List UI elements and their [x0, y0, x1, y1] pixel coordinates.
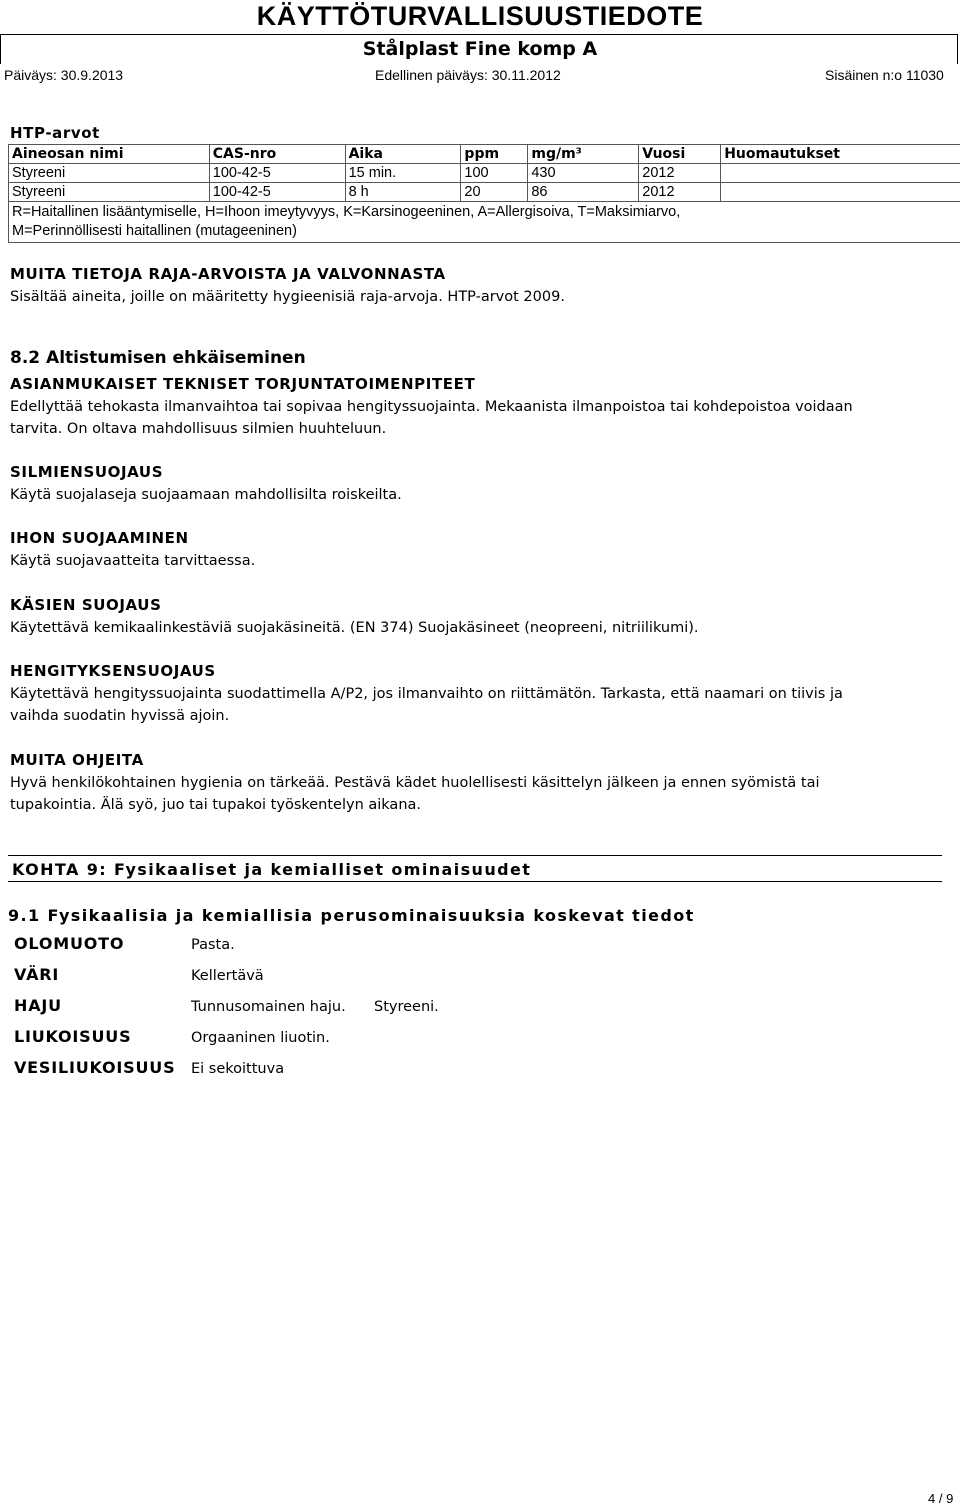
hand-protection-text: Käytettävä kemikaalinkestäviä suojakäsineitä. (EN 374) Suojakäsineet (neopreeni, nitriilikumi).: [10, 620, 699, 636]
col-header-year: Vuosi: [639, 145, 721, 164]
technical-measures-line1: Edellyttää tehokasta ilmanvaihtoa tai sopivaa hengityssuojainta. Mekaanista ilmanpoistoa tai kohdepoistoa voidaan: [10, 399, 853, 415]
product-name: Stålplast Fine komp A: [362, 38, 598, 60]
property-value-color: Kellertävä: [191, 968, 264, 984]
htp-legend-line2: M=Perinnöllisesti haitallinen (mutageeninen): [12, 223, 297, 239]
cell-remarks: [721, 164, 960, 183]
cell-remarks: [721, 183, 960, 202]
skin-protection-text: Käytä suojavaatteita tarvittaessa.: [10, 553, 256, 569]
cell-ppm: 100: [461, 164, 528, 183]
other-info-heading: MUITA TIETOJA RAJA-ARVOISTA JA VALVONNASTA: [10, 265, 446, 283]
respiratory-protection-heading: HENGITYKSENSUOJAUS: [10, 662, 216, 680]
document-title: KÄYTTÖTURVALLISUUSTIEDOTE: [256, 1, 704, 31]
header-rule: [0, 34, 958, 35]
other-instructions-line2: tupakointia. Älä syö, juo tai tupakoi työskentelyn aikana.: [10, 797, 422, 813]
respiratory-protection-line2: vaihda suodatin hyvissä ajoin.: [10, 708, 230, 724]
internal-number-value: 11030: [905, 67, 944, 83]
cell-year: 2012: [639, 164, 721, 183]
htp-heading: HTP-arvot: [10, 124, 100, 142]
table-row: [9, 183, 960, 202]
technical-measures-line2: tarvita. On oltava mahdollisuus silmien huuhteluun.: [10, 421, 387, 437]
property-label-odor: HAJU: [14, 996, 62, 1015]
col-header-ppm: ppm: [461, 145, 528, 164]
eye-protection-text: Käytä suojalaseja suojaamaan mahdollisilta roiskeilta.: [10, 487, 402, 503]
col-header-cas: CAS-nro: [209, 145, 345, 164]
property-value-odor: Tunnusomainen haju.: [191, 999, 346, 1015]
page-number: 4 / 9: [928, 1491, 954, 1506]
htp-legend: [9, 202, 960, 243]
other-info-text: Sisältää aineita, joille on määritetty hygieenisiä raja-arvoja. HTP-arvot 2009.: [10, 289, 565, 305]
issue-date: Päiväys: 30.9.2013: [4, 67, 124, 83]
property-extra-odor: Styreeni.: [374, 999, 439, 1015]
cell-time: 8 h: [345, 183, 461, 202]
cell-mgm3: 86: [528, 183, 639, 202]
htp-legend-line1: R=Haitallinen lisääntymiselle, H=Ihoon imeytyvyys, K=Karsinogeeninen, A=Allergisoiva, T=Maksimiarvo,: [12, 204, 681, 220]
property-value-solubility: Orgaaninen liuotin.: [191, 1030, 330, 1046]
skin-protection-heading: IHON SUOJAAMINEN: [10, 529, 189, 547]
cell-cas: 100-42-5: [209, 183, 345, 202]
hand-protection-heading: KÄSIEN SUOJAUS: [10, 596, 162, 614]
previous-issue-date: Edellinen päiväys: 30.11.2012: [375, 67, 561, 83]
property-label-color: VÄRI: [14, 965, 60, 984]
other-instructions-heading: MUITA OHJEITA: [10, 751, 144, 769]
section91-heading: 9.1 Fysikaalisia ja kemiallisia perusominaisuuksia koskevat tiedot: [8, 906, 695, 925]
col-header-remarks: Huomautukset: [721, 145, 960, 164]
cell-substance: Styreeni: [9, 183, 210, 202]
property-label-solubility: LIUKOISUUS: [14, 1027, 132, 1046]
section9-rule-top: [8, 855, 942, 856]
htp-table: [8, 144, 960, 243]
other-instructions-line1: Hyvä henkilökohtainen hygienia on tärkeää. Pestävä kädet huolellisesti käsittelyn jälkeen ja ennen syömistä tai: [10, 775, 820, 791]
htp-header-row: [9, 145, 960, 164]
cell-time: 15 min.: [345, 164, 461, 183]
property-value-water-solubility: Ei sekoittuva: [191, 1061, 285, 1077]
cell-ppm: 20: [461, 183, 528, 202]
table-row: [9, 164, 960, 183]
technical-measures-heading: ASIANMUKAISET TEKNISET TORJUNTATOIMENPITEET: [10, 375, 476, 393]
internal-number-label: Sisäinen n:o: [825, 67, 903, 83]
col-header-mgm3: mg/m³: [528, 145, 639, 164]
section9-heading: KOHTA 9: Fysikaaliset ja kemialliset ominaisuudet: [12, 860, 532, 879]
section9-rule-bottom: [8, 881, 942, 882]
property-label-appearance: OLOMUOTO: [14, 934, 125, 953]
respiratory-protection-line1: Käytettävä hengityssuojainta suodattimella A/P2, jos ilmanvaihto on riittämätön. Tarkasta, että naamari on tiivis ja: [10, 686, 843, 702]
property-label-water-solubility: VESILIUKOISUUS: [14, 1058, 176, 1077]
cell-substance: Styreeni: [9, 164, 210, 183]
col-header-time: Aika: [345, 145, 461, 164]
cell-year: 2012: [639, 183, 721, 202]
htp-note-row: [9, 202, 960, 243]
property-value-appearance: Pasta.: [191, 937, 235, 953]
cell-mgm3: 430: [528, 164, 639, 183]
col-header-substance: Aineosan nimi: [9, 145, 210, 164]
internal-number: [825, 66, 944, 84]
cell-cas: 100-42-5: [209, 164, 345, 183]
eye-protection-heading: SILMIENSUOJAUS: [10, 463, 164, 481]
exposure-heading: 8.2 Altistumisen ehkäiseminen: [10, 348, 306, 368]
